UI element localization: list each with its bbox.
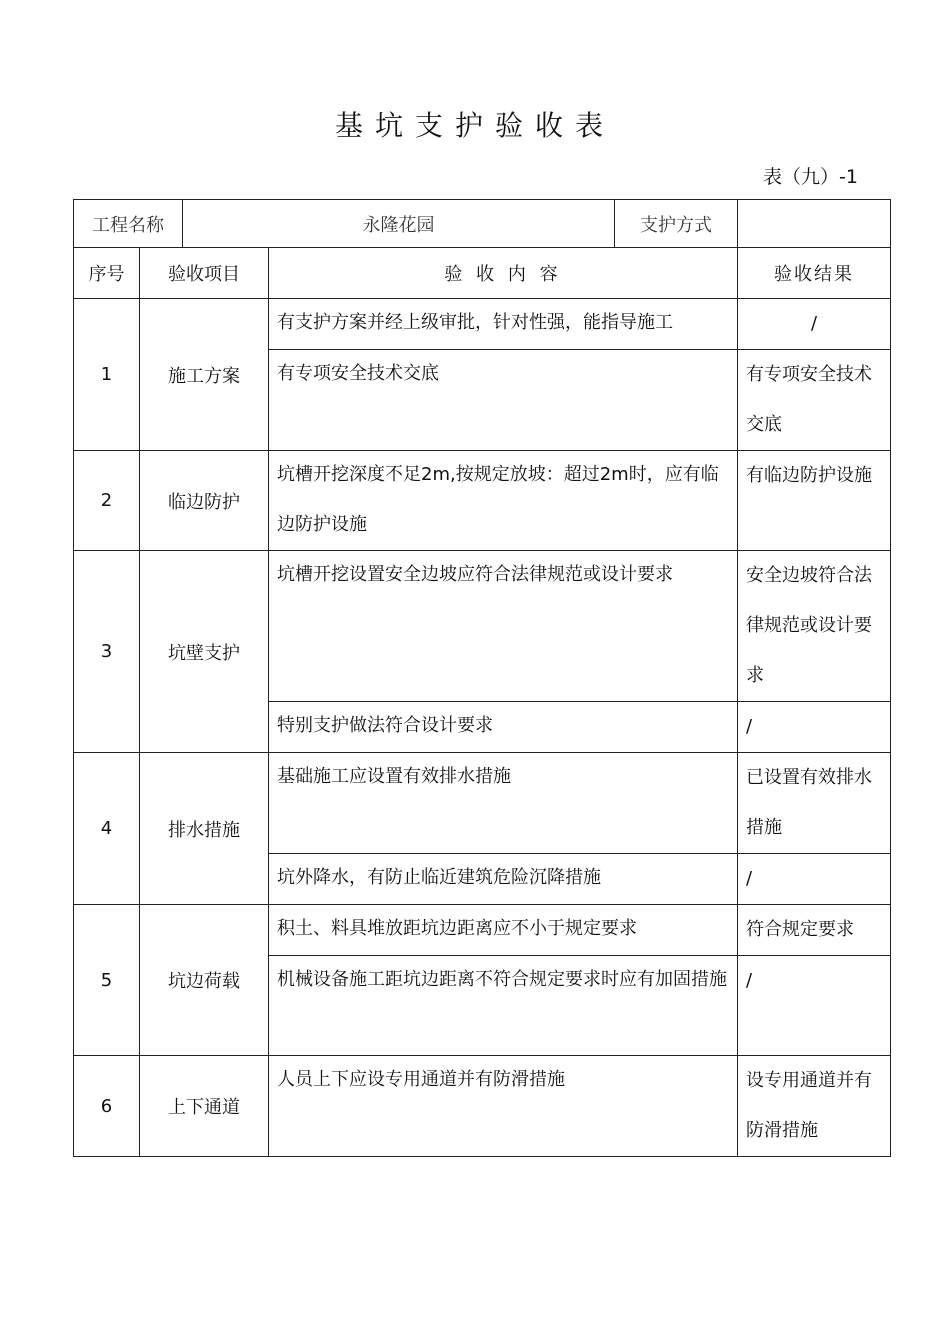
header-row [74, 200, 891, 248]
row-result-text: 有临边防护设施 [746, 465, 872, 486]
row-item: 临边防护 [140, 451, 269, 551]
row-content-text: 积土、料具堆放距坑边距离应不小于规定要求 [277, 918, 637, 939]
support-method-value [738, 200, 891, 248]
row-content-text: 坑槽开挖设置安全边坡应符合法律规范或设计要求 [277, 564, 673, 585]
row-result-text: 有专项安全技术交底 [746, 364, 872, 435]
row-item: 坑边荷载 [140, 905, 269, 1056]
row-content [269, 956, 738, 1056]
row-result-text: 符合规定要求 [746, 919, 854, 940]
row-result [738, 956, 891, 1056]
table-row [74, 753, 891, 854]
row-content [269, 854, 738, 905]
row-content-text: 特别支护做法符合设计要求 [277, 715, 493, 736]
row-content [269, 551, 738, 702]
row-result-text: 设专用通道并有防滑措施 [746, 1070, 872, 1141]
row-result [738, 551, 891, 702]
row-content [269, 1056, 738, 1157]
row-result [738, 905, 891, 956]
row-result [738, 753, 891, 854]
table-row [74, 299, 891, 350]
row-result-text: / [810, 313, 818, 334]
row-content [269, 299, 738, 350]
row-result-text: 安全边坡符合法律规范或设计要求 [746, 565, 872, 686]
table-body [74, 299, 891, 1157]
row-item: 坑壁支护 [140, 551, 269, 753]
row-result-text: / [746, 970, 753, 991]
inspection-table [73, 199, 891, 1157]
row-content [269, 905, 738, 956]
project-name-value: 永隆花园 [183, 200, 615, 248]
row-content [269, 753, 738, 854]
row-content-text: 坑外降水，有防止临近建筑危险沉降措施 [277, 867, 601, 888]
row-content [269, 702, 738, 753]
row-seq: 4 [74, 753, 140, 905]
page-title: 基坑支护验收表 [334, 109, 615, 142]
row-seq: 6 [74, 1056, 140, 1157]
row-content-text: 人员上下应设专用通道并有防滑措施 [277, 1069, 565, 1090]
row-result [738, 854, 891, 905]
row-content [269, 350, 738, 451]
row-seq: 3 [74, 551, 140, 753]
col-result-header: 验收结果 [738, 248, 891, 299]
project-name-label: 工程名称 [74, 200, 183, 248]
row-result-text: / [746, 868, 753, 889]
row-content [269, 451, 738, 551]
row-result [738, 702, 891, 753]
row-result [738, 350, 891, 451]
col-item-header: 验收项目 [140, 248, 269, 299]
row-content-text: 有支护方案并经上级审批，针对性强，能指导施工 [277, 312, 673, 333]
column-header-row [74, 248, 891, 299]
row-seq: 5 [74, 905, 140, 1056]
row-result-text: 已设置有效排水措施 [746, 767, 872, 838]
table-row [74, 451, 891, 551]
row-content-text: 机械设备施工距坑边距离不符合规定要求时应有加固措施 [277, 969, 727, 990]
row-result-text: / [746, 716, 753, 737]
row-result [738, 1056, 891, 1157]
row-content-text: 基础施工应设置有效排水措施 [277, 766, 511, 787]
row-result [738, 451, 891, 551]
row-seq: 1 [74, 299, 140, 451]
table-row [74, 1056, 891, 1157]
table-row [74, 551, 891, 702]
row-content-text: 有专项安全技术交底 [277, 363, 439, 384]
row-result [738, 299, 891, 350]
form-code: 表（九）-1 [763, 166, 858, 188]
table-row [74, 905, 891, 956]
row-seq: 2 [74, 451, 140, 551]
col-seq-header: 序号 [74, 248, 140, 299]
row-item: 上下通道 [140, 1056, 269, 1157]
row-item: 排水措施 [140, 753, 269, 905]
col-content-header: 验 收 内 容 [269, 248, 738, 299]
row-content-text: 坑槽开挖深度不足2m,按规定放坡：超过2m时，应有临边防护设施 [277, 464, 719, 535]
support-method-label: 支护方式 [615, 200, 738, 248]
row-item: 施工方案 [140, 299, 269, 451]
